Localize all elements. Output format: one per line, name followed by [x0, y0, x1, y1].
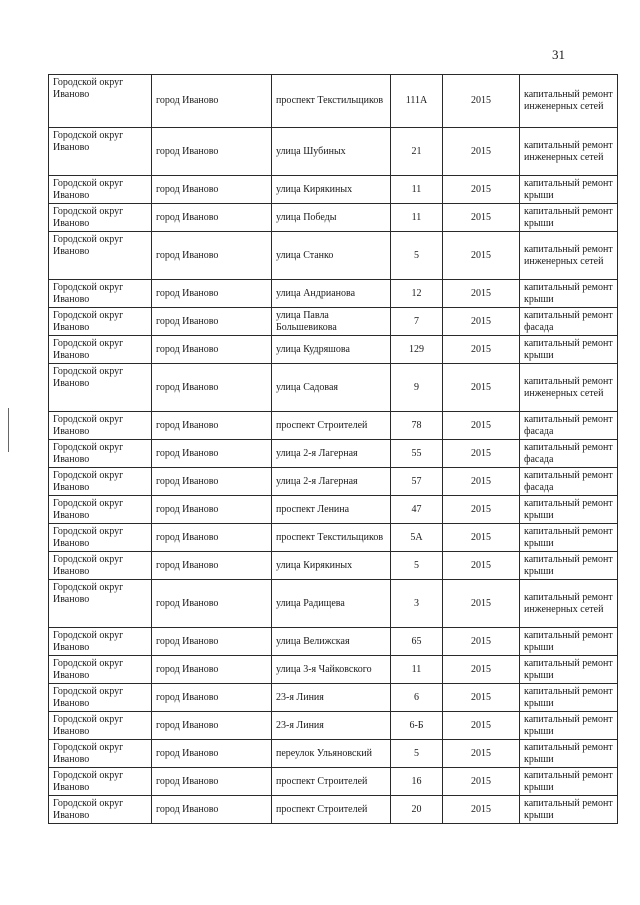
settlement-cell: город Иваново [152, 412, 272, 440]
table-row [49, 75, 618, 128]
settlement-cell: город Иваново [152, 712, 272, 740]
work-type-cell: капитальный ремонт крыши [520, 204, 618, 232]
settlement-cell: город Иваново [152, 628, 272, 656]
page-number: 31 [552, 47, 565, 62]
house-number-cell: 12 [391, 280, 443, 308]
year-cell: 2015 [443, 656, 520, 684]
municipality-cell: Городской округ Иваново [49, 280, 152, 308]
street-cell: улица Радищева [272, 580, 391, 628]
municipality-cell: Городской округ Иваново [49, 684, 152, 712]
work-type-cell: капитальный ремонт инженерных сетей [520, 364, 618, 412]
table-row [49, 128, 618, 176]
work-type-cell: капитальный ремонт крыши [520, 740, 618, 768]
year-cell: 2015 [443, 204, 520, 232]
municipality-cell: Городской округ Иваново [49, 204, 152, 232]
work-type-cell: капитальный ремонт крыши [520, 176, 618, 204]
municipality-cell: Городской округ Иваново [49, 580, 152, 628]
house-number-cell: 21 [391, 128, 443, 176]
house-number-cell: 11 [391, 204, 443, 232]
settlement-cell: город Иваново [152, 440, 272, 468]
street-cell: улица 3-я Чайковского [272, 656, 391, 684]
year-cell: 2015 [443, 280, 520, 308]
municipality-cell: Городской округ Иваново [49, 496, 152, 524]
street-cell: проспект Строителей [272, 768, 391, 796]
margin-mark [8, 408, 9, 452]
municipality-cell: Городской округ Иваново [49, 796, 152, 824]
municipality-cell: Городской округ Иваново [49, 412, 152, 440]
work-type-cell: капитальный ремонт крыши [520, 684, 618, 712]
year-cell: 2015 [443, 552, 520, 580]
municipality-cell: Городской округ Иваново [49, 364, 152, 412]
house-number-cell: 5 [391, 740, 443, 768]
house-number-cell: 16 [391, 768, 443, 796]
municipality-cell: Городской округ Иваново [49, 712, 152, 740]
year-cell: 2015 [443, 232, 520, 280]
street-cell: улица Победы [272, 204, 391, 232]
settlement-cell: город Иваново [152, 204, 272, 232]
municipality-cell: Городской округ Иваново [49, 176, 152, 204]
year-cell: 2015 [443, 496, 520, 524]
settlement-cell: город Иваново [152, 796, 272, 824]
settlement-cell: город Иваново [152, 308, 272, 336]
table-row [49, 204, 618, 232]
house-number-cell: 129 [391, 336, 443, 364]
table-row [49, 628, 618, 656]
settlement-cell: город Иваново [152, 468, 272, 496]
municipality-cell: Городской округ Иваново [49, 75, 152, 128]
municipality-cell: Городской округ Иваново [49, 656, 152, 684]
municipality-cell: Городской округ Иваново [49, 440, 152, 468]
table-row [49, 336, 618, 364]
municipality-cell: Городской округ Иваново [49, 308, 152, 336]
work-type-cell: капитальный ремонт крыши [520, 552, 618, 580]
street-cell: проспект Текстильщиков [272, 524, 391, 552]
year-cell: 2015 [443, 684, 520, 712]
year-cell: 2015 [443, 740, 520, 768]
work-type-cell: капитальный ремонт инженерных сетей [520, 128, 618, 176]
house-number-cell: 5А [391, 524, 443, 552]
settlement-cell: город Иваново [152, 656, 272, 684]
municipality-cell: Городской округ Иваново [49, 468, 152, 496]
year-cell: 2015 [443, 768, 520, 796]
year-cell: 2015 [443, 712, 520, 740]
house-number-cell: 3 [391, 580, 443, 628]
settlement-cell: город Иваново [152, 740, 272, 768]
street-cell: улица Шубиных [272, 128, 391, 176]
street-cell: улица Садовая [272, 364, 391, 412]
settlement-cell: город Иваново [152, 232, 272, 280]
table-row [49, 740, 618, 768]
table-row [49, 552, 618, 580]
work-type-cell: капитальный ремонт фасада [520, 440, 618, 468]
house-number-cell: 6-Б [391, 712, 443, 740]
house-number-cell: 55 [391, 440, 443, 468]
street-cell: улица Велижская [272, 628, 391, 656]
street-cell: улица Кирякиных [272, 176, 391, 204]
settlement-cell: город Иваново [152, 176, 272, 204]
settlement-cell: город Иваново [152, 75, 272, 128]
year-cell: 2015 [443, 468, 520, 496]
settlement-cell: город Иваново [152, 128, 272, 176]
settlement-cell: город Иваново [152, 336, 272, 364]
work-type-cell: капитальный ремонт крыши [520, 336, 618, 364]
table-row [49, 656, 618, 684]
settlement-cell: город Иваново [152, 580, 272, 628]
street-cell: 23-я Линия [272, 712, 391, 740]
work-type-cell: капитальный ремонт фасада [520, 308, 618, 336]
street-cell: проспект Текстильщиков [272, 75, 391, 128]
table-row [49, 684, 618, 712]
street-cell: переулок Ульяновский [272, 740, 391, 768]
street-cell: 23-я Линия [272, 684, 391, 712]
table-row [49, 176, 618, 204]
table-row [49, 232, 618, 280]
year-cell: 2015 [443, 336, 520, 364]
street-cell: проспект Строителей [272, 412, 391, 440]
settlement-cell: город Иваново [152, 496, 272, 524]
street-cell: проспект Ленина [272, 496, 391, 524]
table-row [49, 440, 618, 468]
house-number-cell: 5 [391, 552, 443, 580]
year-cell: 2015 [443, 796, 520, 824]
work-type-cell: капитальный ремонт инженерных сетей [520, 580, 618, 628]
table-body [49, 75, 618, 824]
work-type-cell: капитальный ремонт крыши [520, 524, 618, 552]
house-number-cell: 11 [391, 176, 443, 204]
work-type-cell: капитальный ремонт крыши [520, 712, 618, 740]
work-type-cell: капитальный ремонт фасада [520, 412, 618, 440]
settlement-cell: город Иваново [152, 684, 272, 712]
house-number-cell: 65 [391, 628, 443, 656]
table-row [49, 580, 618, 628]
year-cell: 2015 [443, 440, 520, 468]
house-number-cell: 6 [391, 684, 443, 712]
year-cell: 2015 [443, 128, 520, 176]
settlement-cell: город Иваново [152, 768, 272, 796]
table-row [49, 364, 618, 412]
house-number-cell: 11 [391, 656, 443, 684]
settlement-cell: город Иваново [152, 364, 272, 412]
street-cell: улица 2-я Лагерная [272, 468, 391, 496]
street-cell: улица Кудряшова [272, 336, 391, 364]
settlement-cell: город Иваново [152, 552, 272, 580]
year-cell: 2015 [443, 364, 520, 412]
table-row [49, 308, 618, 336]
work-type-cell: капитальный ремонт крыши [520, 280, 618, 308]
street-cell: проспект Строителей [272, 796, 391, 824]
table-row [49, 496, 618, 524]
work-type-cell: капитальный ремонт крыши [520, 496, 618, 524]
work-type-cell: капитальный ремонт крыши [520, 768, 618, 796]
table-row [49, 468, 618, 496]
municipality-cell: Городской округ Иваново [49, 128, 152, 176]
work-type-cell: капитальный ремонт крыши [520, 656, 618, 684]
street-cell: улица 2-я Лагерная [272, 440, 391, 468]
table-row [49, 524, 618, 552]
year-cell: 2015 [443, 176, 520, 204]
table-row [49, 412, 618, 440]
house-number-cell: 57 [391, 468, 443, 496]
house-number-cell: 111А [391, 75, 443, 128]
year-cell: 2015 [443, 412, 520, 440]
street-cell: улица Кирякиных [272, 552, 391, 580]
municipality-cell: Городской округ Иваново [49, 552, 152, 580]
house-number-cell: 5 [391, 232, 443, 280]
municipality-cell: Городской округ Иваново [49, 336, 152, 364]
settlement-cell: город Иваново [152, 280, 272, 308]
street-cell: улица Павла Большевикова [272, 308, 391, 336]
table-row [49, 796, 618, 824]
municipality-cell: Городской округ Иваново [49, 628, 152, 656]
street-cell: улица Станко [272, 232, 391, 280]
house-number-cell: 9 [391, 364, 443, 412]
table-row [49, 280, 618, 308]
house-number-cell: 20 [391, 796, 443, 824]
municipality-cell: Городской округ Иваново [49, 768, 152, 796]
work-type-cell: капитальный ремонт инженерных сетей [520, 232, 618, 280]
year-cell: 2015 [443, 75, 520, 128]
year-cell: 2015 [443, 308, 520, 336]
work-type-cell: капитальный ремонт фасада [520, 468, 618, 496]
municipality-cell: Городской округ Иваново [49, 740, 152, 768]
work-type-cell: капитальный ремонт инженерных сетей [520, 75, 618, 128]
municipality-cell: Городской округ Иваново [49, 524, 152, 552]
house-number-cell: 47 [391, 496, 443, 524]
year-cell: 2015 [443, 580, 520, 628]
year-cell: 2015 [443, 524, 520, 552]
table-row [49, 768, 618, 796]
work-type-cell: капитальный ремонт крыши [520, 796, 618, 824]
repair-schedule-table [48, 74, 618, 824]
municipality-cell: Городской округ Иваново [49, 232, 152, 280]
year-cell: 2015 [443, 628, 520, 656]
work-type-cell: капитальный ремонт крыши [520, 628, 618, 656]
table-row [49, 712, 618, 740]
house-number-cell: 78 [391, 412, 443, 440]
street-cell: улица Андрианова [272, 280, 391, 308]
house-number-cell: 7 [391, 308, 443, 336]
settlement-cell: город Иваново [152, 524, 272, 552]
